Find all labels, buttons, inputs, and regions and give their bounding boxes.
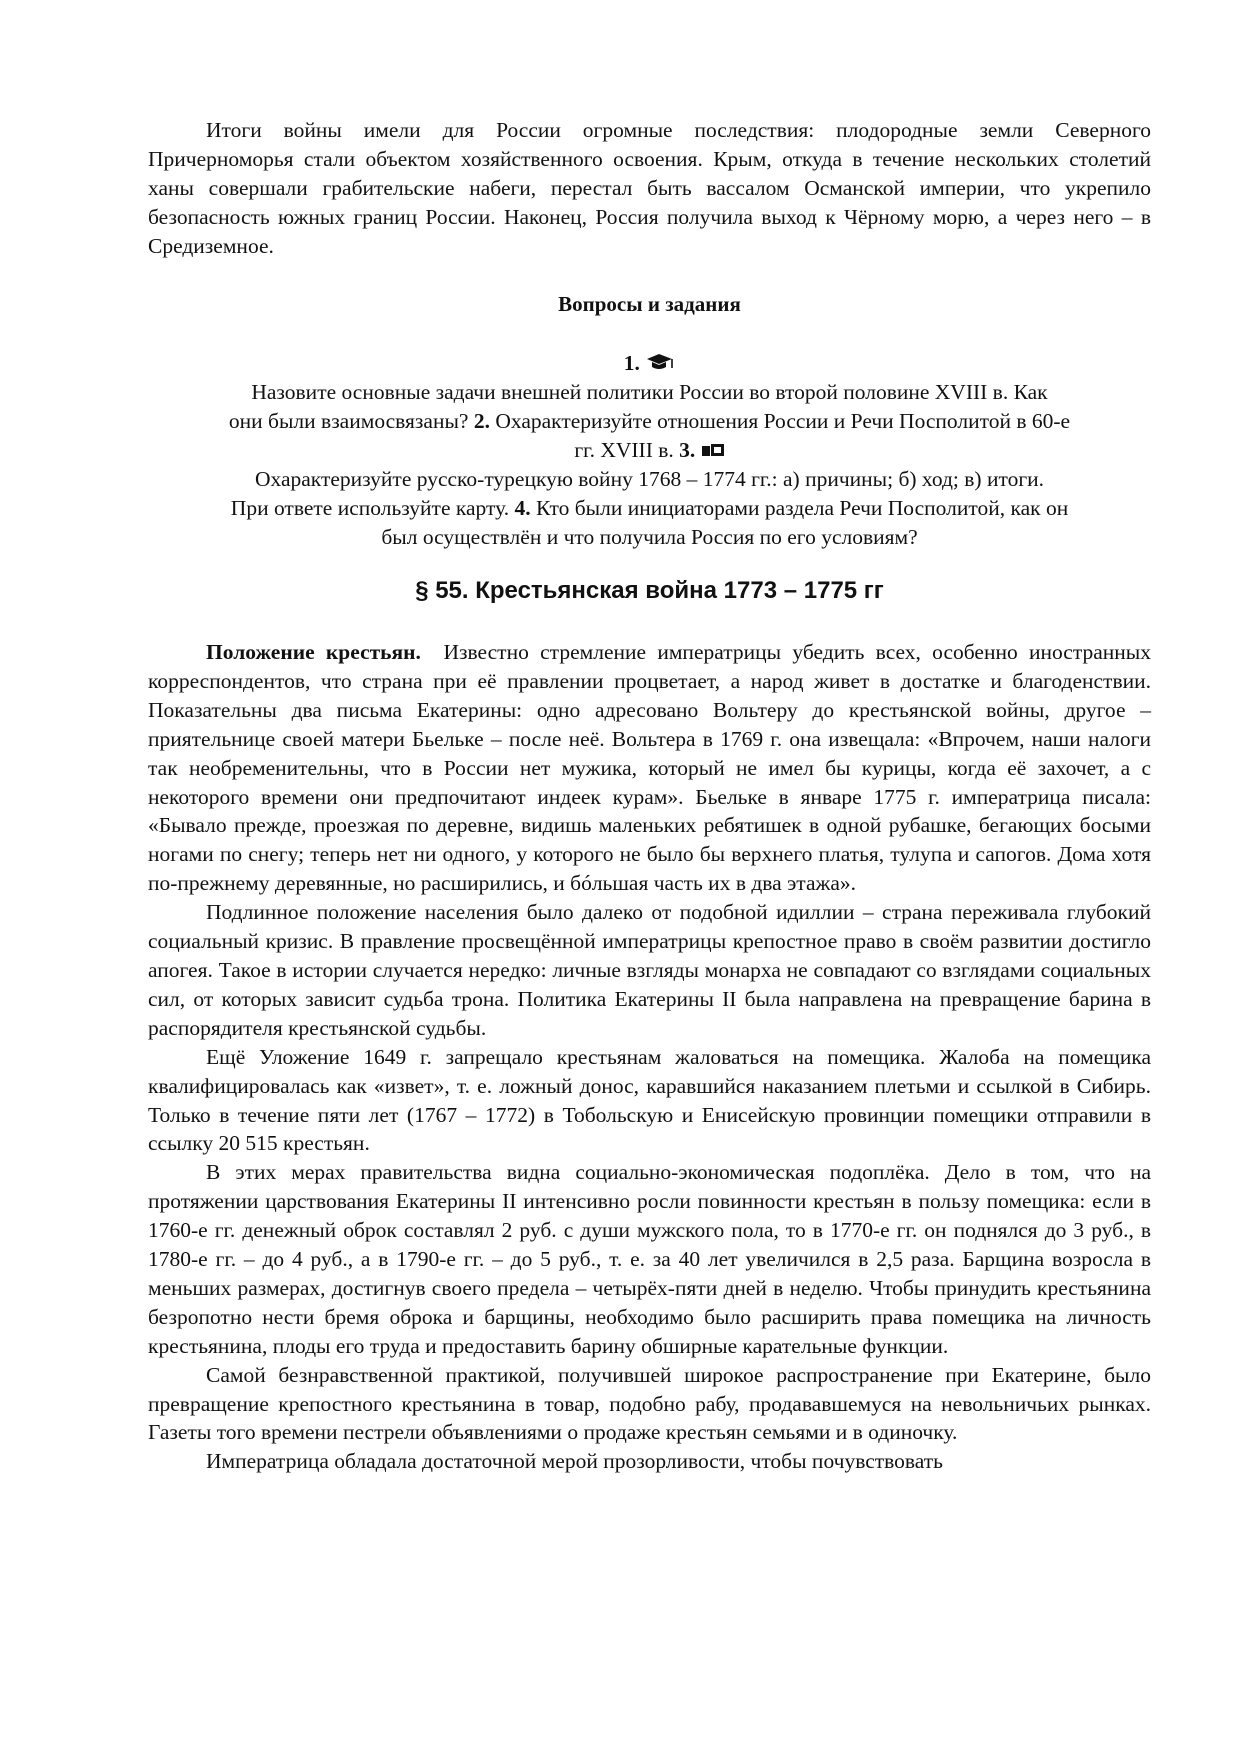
intro-paragraph: Итоги войны имели для России огромные последствия: плодородные земли Северного Причерноморья стали объектом хозяйственного освоения. Крым, откуда в течение нескольких столетий ханы совершали грабительские набеги, перестал быть вассалом Османской империи, что укрепило безопасность южных границ России. Наконец, Россия получила выход к Чёрному морю, а через него – в Средиземное. [148,118,1151,258]
question-1-number: 1. [623,351,640,375]
questions-block [148,349,1151,552]
paragraph-lead-in: Положение крестьян. [206,640,421,664]
question-3-4-line [148,494,1151,523]
question-1-number-line [148,349,1151,378]
question-1-text-b: они были взаимосвязаны? [228,409,469,433]
section-paragraph-5: Самой безнравственной практикой, получившей широкое распространение при Екатерине, было превращение крепостного крестьянина в товар, подобно рабу, продававшемуся на невольничьих рынках. Газеты того времени пестрели объявлениями о продаже крестьян семьями и в одиночку. [148,1362,1151,1445]
section-title: § 55. Крестьянская война 1773 – 1775 гг [415,577,884,604]
question-3-number: 3. [679,438,696,462]
question-2-text-a: Охарактеризуйте отношения России и Речи Посполитой в 60-е [495,409,1071,433]
questions-heading: Вопросы и задания [558,292,741,316]
graduation-cap-icon [645,352,675,372]
intro-block [148,116,1151,261]
question-4-text-a: Кто были инициаторами раздела Речи Посполитой, как он [535,496,1069,520]
question-1-2-line [148,407,1151,436]
section-body [148,638,1151,1476]
question-1-text-a: Назовите основные задачи внешней политики России во второй половине XVIII в. Как [251,380,1048,404]
question-4-text-b: был осуществлён и что получила Россия по его условиям? [381,525,918,549]
question-2-text-b: гг. XVIII в. [574,438,674,462]
question-4-number: 4. [514,496,531,520]
section-paragraph-1 [148,638,1151,898]
section-paragraph-6: Императрица обладала достаточной мерой прозорливости, чтобы почувствовать [206,1449,943,1474]
section-paragraph-3: Ещё Уложение 1649 г. запрещало крестьянам жаловаться на помещика. Жалоба на помещика квалифицировалась как «извет», т. е. ложный донос, каравшийся наказанием плетьми и ссылкой в Сибирь. Только в течение пяти лет (1767 – 1772) в Тобольскую и Енисейскую провинции помещики отправили в ссылку 20 515 крестьян. [148,1044,1151,1156]
question-3-text-b: При ответе используйте карту. [230,496,510,520]
question-3-line-a [148,465,1151,494]
question-4-line-b [148,523,1151,552]
question-2-3-line [148,436,1151,465]
section-paragraph-2: Подлинное положение населения было далеко от подобной идиллии – страна переживала глубокий социальный кризис. В правление просвещённой императрицы крепостное право в своём развитии достигло апогея. Такое в истории случается нередко: личные взгляды монарха не совпадают со взглядами социальных сил, от которых зависит судьба трона. Политика Екатерины II была направлена на превращение барина в распорядителя крестьянской судьбы. [148,900,1151,1040]
section-paragraph-4: В этих мерах правительства видна социально-экономическая подоплёка. Дело в том, что на протяжении царствования Екатерины II интенсивно росли повинности крестьян в пользу помещика: если в 1760-е гг. денежный оброк составлял 2 руб. с души мужского пола, то в 1770-е гг. он поднялся до 3 руб., в 1780-е гг. – до 4 руб., а в 1790-е гг. – до 5 руб., т. е. за 40 лет увеличился в 2,5 раза. Барщина возросла в меньших размерах, достигнув своего предела – четырёх-пяти дней в неделю. Чтобы принудить крестьянина безропотно нести бремя оброка и барщины, необходимо было расширить права помещика на личность крестьянина, плоды его труда и предоставить барину обширные карательные функции. [148,1160,1151,1358]
question-3-text-a: Охарактеризуйте русско-турецкую войну 1768 – 1774 гг.: а) причины; б) ход; в) итоги. [254,467,1045,491]
question-1-line-a [148,378,1151,407]
book-camera-icon [701,441,725,459]
question-2-number: 2. [473,409,490,433]
paragraph-1-text: Известно стремление императрицы убедить всех, особенно иностранных корреспондентов, что страна при её правлении процветает, а народ живет в достатке и благоденствии. Показательны два письма Екатерины: одно адресовано Вольтеру до крестьянской войны, другое – приятельнице своей матери Бьельке – после неё. Вольтера в 1769 г. она извещала: «Впрочем, наши налоги так необременительны, что в России нет мужика, который не имел бы курицы, когда её захочет, а с некоторого времени они предпочитают индеек курам». Бьельке в январе 1775 г. императрица писала: «Бывало прежде, проезжая по деревне, видишь маленьких ребятишек в одной рубашке, бегающих босыми ногами по снегу; теперь нет ни одного, у которого не было бы верхнего платья, тулупа и сапогов. Дома хотя по-прежнему деревянные, но расширились, и бóльшая часть их в два этажа». [148,640,1151,896]
